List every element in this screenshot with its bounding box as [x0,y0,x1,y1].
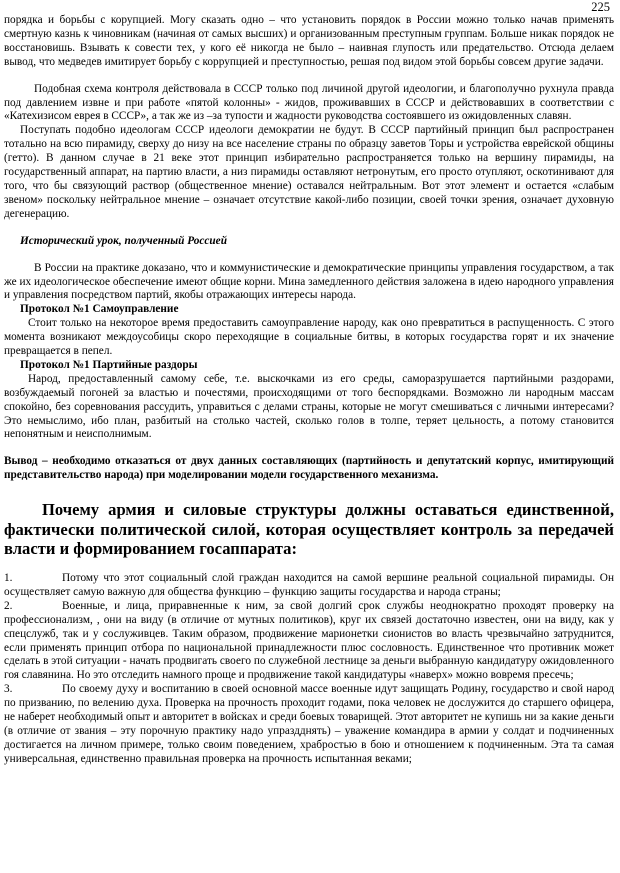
list-text: Военные, и лица, приравненные к ним, за свой долгий срок службы неоднократно проходят проверку на профессионализм, , они на виду (в отличие от мутных политиков), круг их связей достаточно известен, они на виду, как у спецслужб, так и у сослуживцев. Таким образом, продвижение марионетки сионистов во власть чрезвычайно затруднится, если применять принцип отбора по национальной принадлежности плюс сословность. Единственное что противник может сделать в этой ситуации - начать продвигать своего по служебной лестнице за деньги выбранную кандидатуру ожидовленного гоя славянина. Но это отследить намного проще и продвижение такой кандидатуры «наверх» можно вовремя пресечь; [4,599,614,682]
section-heading: Почему армия и силовые структуры должны оставаться единственной, фактически политической силой, которая осуществляет контроль за передачей власти и формированием госаппарата: [4,500,614,559]
list-item [4,683,614,766]
list-item [4,572,614,600]
page-number: 225 [591,0,610,14]
protocol-2-title: Протокол №1 Партийные раздоры [20,358,198,371]
list-text: По своему духу и воспитанию в своей основной массе военные идут защищать Родину, государство и свой народ по призванию, по велению духа. Проверка на прочность проходит годами, пока человек не дослужится до старшего офицера, не наберет необходимый опыт и авторитет в войсках и среди боевых товарищей. Этот авторитет не купишь ни за какие деньги (в отличие от звания – эту порочную практику надо упраздднять) – уважение командира в армии у солдат и подчиненных достигается на личном примере, только своим поведением, храбростью в бою и отношением к подчиненным. Эта та самая универсальная, единственно правильная проверка на прочность испытанная веками; [4,683,614,765]
paragraph-5: Стоит только на некоторое время предоставить самоуправление народу, как оно превратиться в распущенность. С этого момента возникают междоусобицы скоро переходящие в социальные битвы, в которых государства горят и их значение превращается в пепел. [4,317,614,358]
conclusion: Вывод – необходимо отказаться от двух данных составляющих (партийность и депутатский корпус, имитирующий представительство народа) при моделировании модели государственного механизма. [4,455,614,482]
paragraph-6: Народ, предоставленный самому себе, т.е. выскочками из его среды, саморазрушается партийными раздорами, возбуждаемый погоней за властью и почестями, происходящими от того беспорядками. Возможно ли народным массам спокойно, без соревнования рассудить, управиться с делами страны, которые не могут смешиваться с личными интересами? Это немыслимо, ибо план, разбитый на столько частей, сколько голов в толпе, теряет цельность, а потому становится непонятным и неисполнимым. [4,372,614,441]
paragraph-4: В России на практике доказано, что и коммунистические и демократические принципы управления государством, а так же их идеологическое обеспечение имеют общие корни. Мина замедленного действия заложена в идею народного управления и управления посредством партий, якобы отражающих интересы народа. [4,261,614,302]
numbered-list [4,572,614,767]
paragraph-2: Подобная схема контроля действовала в СССР только под личиной другой идеологии, и благополучно рухнула правда под давлением извне и при работе «пятой колонны» - жидов, проживавших в СССР и действовавших в соответствии с «Катехизисом еврея в СССР», а так же из –за тупости и жадности руководства состоявшего из ожидовленных славян. [4,82,614,123]
paragraph-1: порядка и борьбы с корупцией. Могу сказать одно – что установить порядок в России можно только начав применять смертную казнь к чиновникам (начиная от самых высших) и организованным преступным группам. Больше никак порядок не восстановишь. Взывать к совести тех, у кого её никогда не было – наивная глупость или предательство. Отсюда делаем вывод, что медведев имитирует борьбу с коррупцией и преступностью, решая под видом этой борьбы совсем другие задачи. [4,14,614,68]
list-item [4,600,614,683]
section-title-lesson: Исторический урок, полученный Россией [20,234,227,247]
list-number: 3. [4,683,13,696]
list-text: Потому что этот социальный слой граждан находится на самой вершине реальной социальной пирамиды. Он осуществляет самую важную для общества функцию – функцию защиты государства и народа страны; [4,571,614,598]
list-number: 2. [4,599,13,612]
protocol-1-title: Протокол №1 Самоуправление [20,303,179,316]
paragraph-3: Поступать подобно идеологам СССР идеологи демократии не будут. В СССР партийный принцип был распространен тотально на всю пирамиду, сверху до низу на все население страны по образцу заветов Торы и устройства еврейской общины (гетто). В данном случае в 21 веке этот принцип избирательно распространяется только на вершину пирамиды, на государственный аппарат, на партию власти, а низ пирамиды оставляют нетронутым, его просто отупляют, оскотинивают для того, что бы связующий раствор (общественное мнение) оставался нейтральным. Вот этот элемент и остается «слабым звеном» поскольку нейтральное мнение – означает отсутствие какой-либо позиции, своей точки зрения, означает духовную дегенерацию. [4,124,614,220]
list-number: 1. [4,571,13,584]
